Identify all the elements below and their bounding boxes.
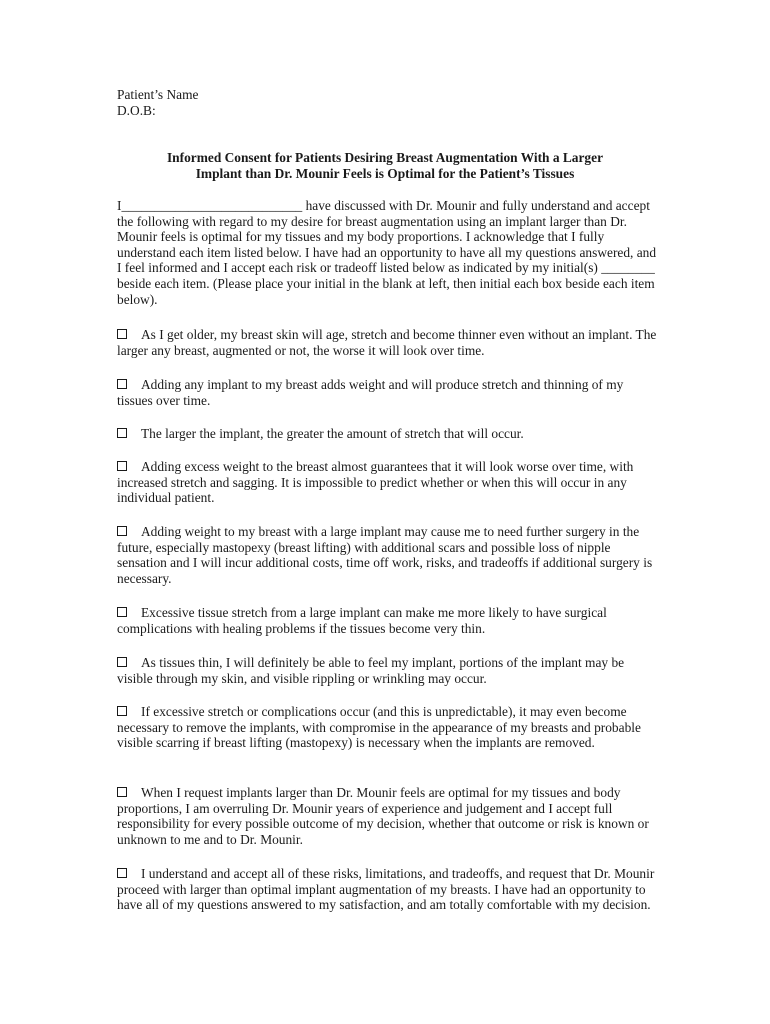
intro-paragraph: I___________________________ have discussed with Dr. Mounir and fully understand and accept the following with regard to my desire for breast augmentation using an implant larger than Dr. Mounir feels is optimal for my tissues and my body proportions. I acknowledge that I fully understand each item listed below. I have had an opportunity to have all my questions answered, and I feel informed and I accept each risk or tradeoff listed below as indicated by my initial(s) ________ beside each item. (Please place your initial in the blank at left, then initial each box beside each item below).: [117, 198, 657, 307]
consent-item: [117, 327, 657, 358]
title-line-1: Informed Consent for Patients Desiring Breast Augmentation With a Larger: [166, 150, 604, 165]
consent-item-text: As tissues thin, I will definitely be able to feel my implant, portions of the implant may be visible through my skin, and visible rippling or wrinkling may occur.: [117, 655, 625, 686]
consent-item-text: Adding weight to my breast with a large implant may cause me to need further surgery in the future, especially mastopexy (breast lifting) with additional scars and possible loss of nipple sensation and I will incur additional costs, time off work, risks, and tradeoffs if additional surgery is necessary.: [117, 524, 653, 586]
consent-item-text: Excessive tissue stretch from a large implant can make me more likely to have surgical complications with healing problems if the tissues become very thin.: [117, 605, 607, 636]
consent-item-text: As I get older, my breast skin will age, stretch and become thinner even without an implant. The larger any breast, augmented or not, the worse it will look over time.: [117, 327, 657, 358]
dob-label: D.O.B:: [117, 103, 156, 118]
consent-item: [117, 655, 657, 686]
checkbox-icon[interactable]: [117, 329, 127, 339]
checkbox-icon[interactable]: [117, 787, 127, 797]
consent-item: [117, 785, 657, 847]
consent-item: [117, 605, 657, 636]
title-line-2: Implant than Dr. Mounir Feels is Optimal for the Patient’s Tissues: [195, 166, 575, 181]
consent-item-text: Adding excess weight to the breast almost guarantees that it will look worse over time, with increased stretch and sagging. It is impossible to predict whether or when this will occur in any individual patient.: [117, 459, 634, 506]
checkbox-icon[interactable]: [117, 379, 127, 389]
patient-name-label: Patient’s Name: [117, 87, 199, 102]
checkbox-icon[interactable]: [117, 428, 127, 438]
checkbox-icon[interactable]: [117, 526, 127, 536]
consent-item-text: The larger the implant, the greater the amount of stretch that will occur.: [141, 426, 524, 441]
consent-item: [117, 459, 657, 506]
checkbox-icon[interactable]: [117, 607, 127, 617]
consent-item: [117, 866, 657, 913]
consent-item-text: When I request implants larger than Dr. Mounir feels are optimal for my tissues and body proportions, I am overruling Dr. Mounir years of experience and judgement and I accept full responsibility for every possible outcome of my decision, whether that outcome or risk is known or unknown to me and to Dr. Mounir.: [117, 785, 649, 847]
consent-item-text: If excessive stretch or complications occur (and this is unpredictable), it may even become necessary to remove the implants, with compromise in the appearance of my breasts and probable visible scarring if breast lifting (mastopexy) is necessary when the implants are removed.: [117, 704, 641, 751]
patient-header: [117, 87, 198, 119]
consent-item-text: I understand and accept all of these risks, limitations, and tradeoffs, and request that Dr. Mounir proceed with larger than optimal implant augmentation of my breasts. I have had an opportunity to have all of my questions answered to my satisfaction, and am totally comfortable with my decision.: [117, 866, 655, 913]
document-title: [117, 150, 653, 182]
consent-item: [117, 426, 657, 442]
checkbox-icon[interactable]: [117, 868, 127, 878]
consent-item: [117, 524, 657, 586]
consent-item: [117, 377, 657, 408]
checkbox-icon[interactable]: [117, 461, 127, 471]
consent-item: [117, 704, 657, 751]
checkbox-icon[interactable]: [117, 657, 127, 667]
checkbox-icon[interactable]: [117, 706, 127, 716]
consent-item-text: Adding any implant to my breast adds weight and will produce stretch and thinning of my tissues over time.: [117, 377, 624, 408]
